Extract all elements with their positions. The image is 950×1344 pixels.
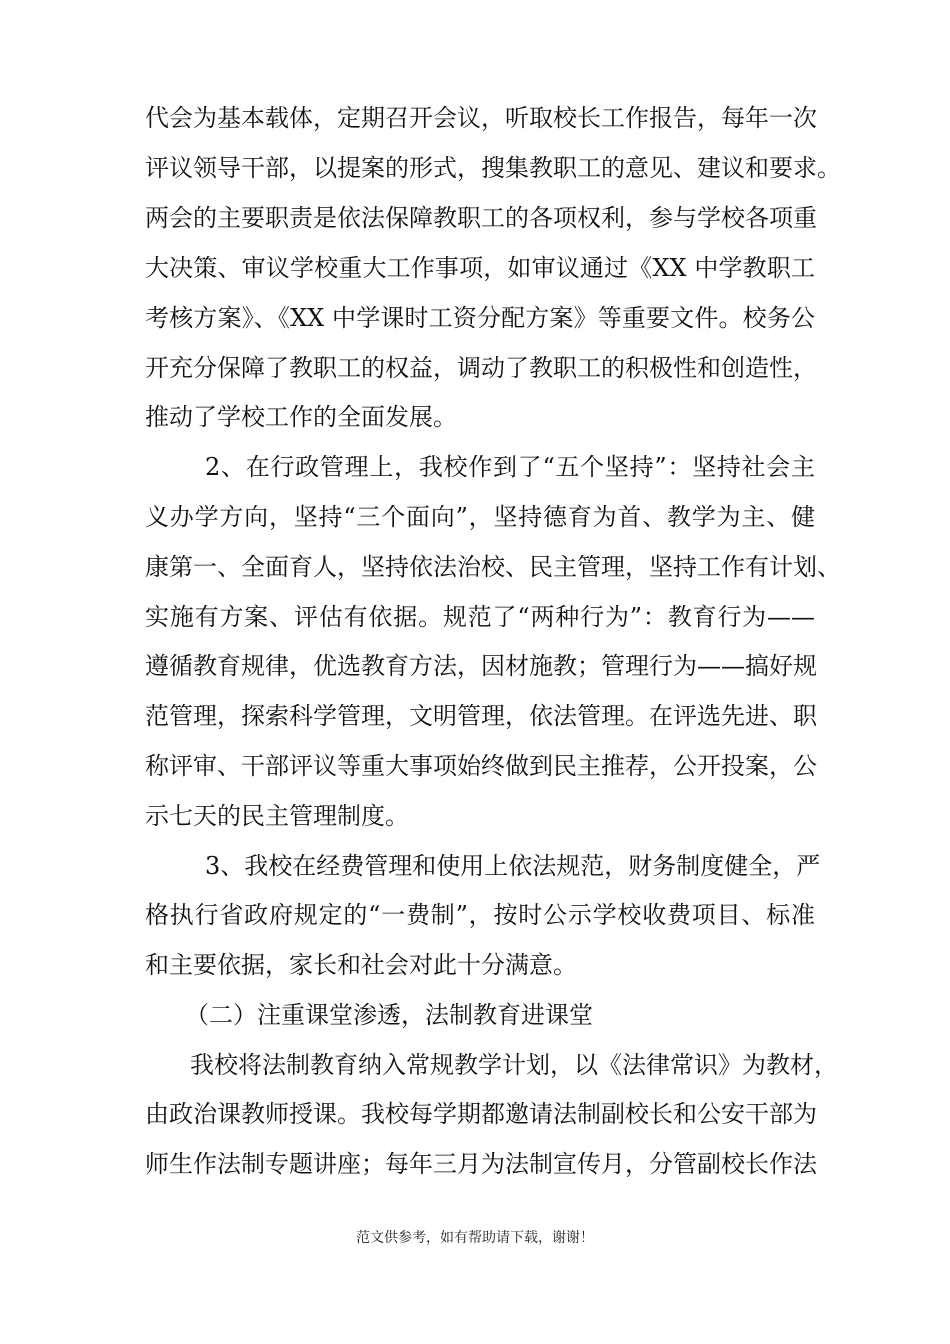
- text-line: 称评审、干部评议等重大事项始终做到民主推荐，公开投案，公: [145, 752, 817, 780]
- text-line: 师生作法制专题讲座；每年三月为法制宣传月，分管副校长作法: [145, 1150, 817, 1178]
- paragraph-3-first-line: 3、我校在经费管理和使用上依法规范，财务制度健全，严: [205, 852, 821, 880]
- text-line: 考核方案》、《XX 中学课时工资分配方案》等重要文件。校务公: [145, 304, 815, 332]
- text-line: 格执行省政府规定的“一费制”，按时公示学校收费项目、标准: [145, 901, 815, 929]
- text-line: 和主要依据，家长和社会对此十分满意。: [145, 951, 577, 979]
- text-line: 评议领导干部，以提案的形式，搜集教职工的意见、建议和要求。: [145, 154, 841, 182]
- text-line: 由政治课教师授课。我校每学期都邀请法制副校长和公安干部为: [145, 1100, 817, 1128]
- text-line: 义办学方向，坚持“三个面向”，坚持德育为首、教学为主、健: [145, 503, 815, 531]
- text-line: 大决策、审议学校重大工作事项，如审议通过《XX 中学教职工: [145, 254, 815, 282]
- section-heading: （二）注重课堂渗透，法制教育进课堂: [185, 1001, 593, 1029]
- text-line: 开充分保障了教职工的权益，调动了教职工的积极性和创造性，: [145, 354, 817, 382]
- text-line: 实施有方案、评估有依据。规范了“两种行为”：教育行为——: [145, 603, 815, 631]
- text-line: 代会为基本载体，定期召开会议，听取校长工作报告，每年一次: [145, 104, 817, 132]
- text-line: 遵循教育规律，优选教育方法，因材施教；管理行为——搞好规: [145, 652, 817, 680]
- page-footer: 范文供参考，如有帮助请下载，谢谢！: [356, 1230, 594, 1246]
- text-line: 两会的主要职责是依法保障教职工的各项权利，参与学校各项重: [145, 204, 817, 232]
- text-line: 范管理，探索科学管理，文明管理，依法管理。在评选先进、职: [145, 702, 817, 730]
- paragraph-2-first-line: 2、在行政管理上，我校作到了“五个坚持”：坚持社会主: [205, 453, 815, 481]
- paragraph-4-first-line: 我校将法制教育纳入常规教学计划，以《法律常识》为教材，: [190, 1051, 838, 1079]
- text-line: 推动了学校工作的全面发展。: [145, 403, 457, 431]
- text-line: 康第一、全面育人，坚持依法治校、民主管理，坚持工作有计划、: [145, 553, 841, 581]
- text-line: 示七天的民主管理制度。: [145, 802, 409, 830]
